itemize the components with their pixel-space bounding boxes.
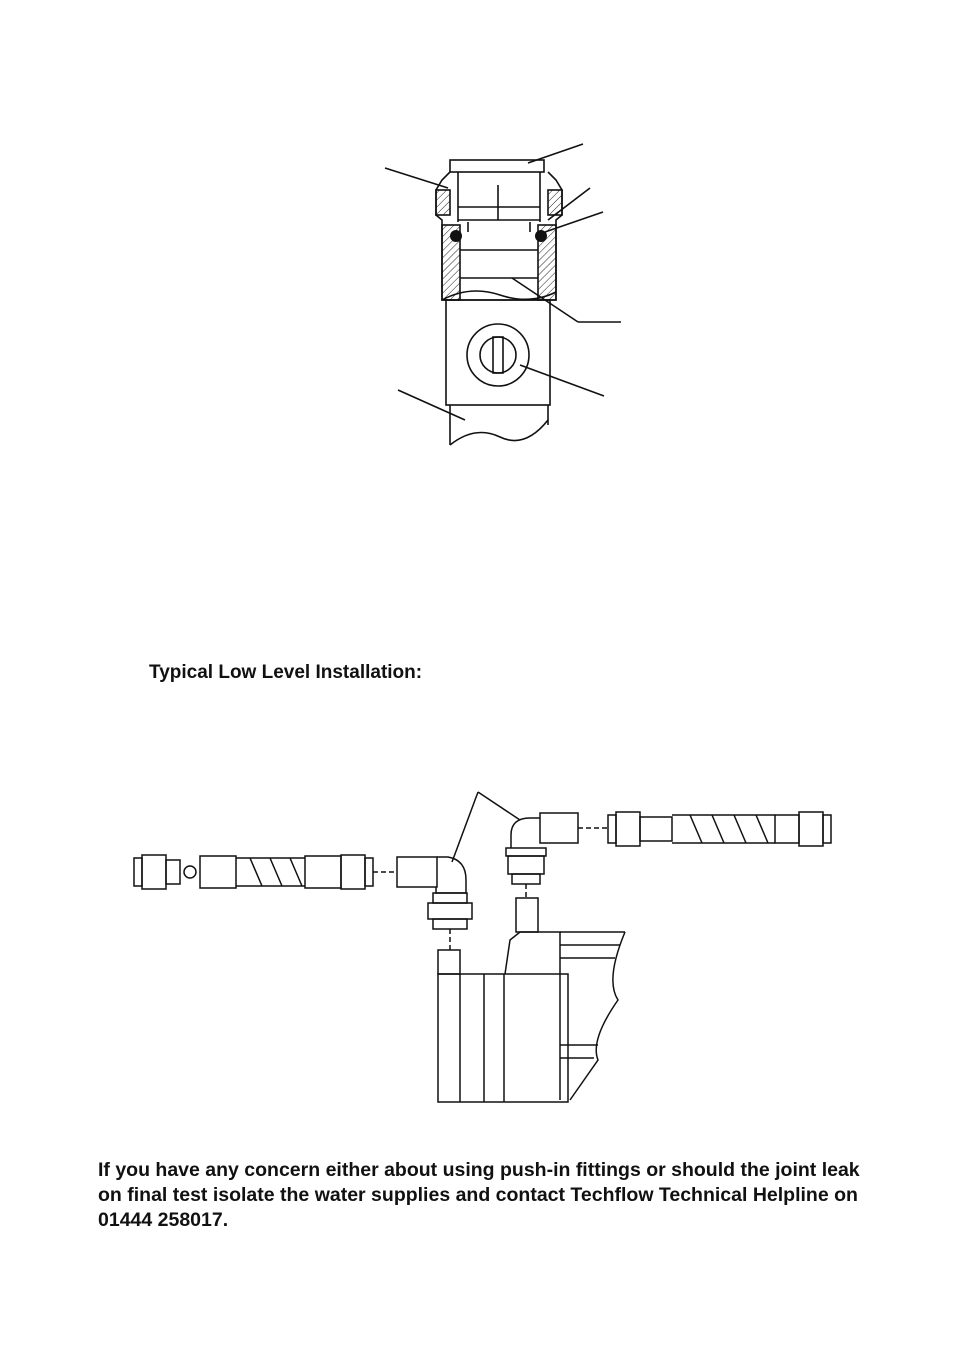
helpline-notice	[98, 1158, 898, 1233]
notice-line: If you have any concern either about using push-in fittings or should the joint leak	[98, 1159, 860, 1181]
section-heading: Typical Low Level Installation:	[149, 662, 423, 683]
notice-line: on final test isolate the water supplies and contact Techflow Technical Helpline on	[98, 1184, 858, 1206]
notice-line: 01444 258017.	[98, 1209, 229, 1231]
